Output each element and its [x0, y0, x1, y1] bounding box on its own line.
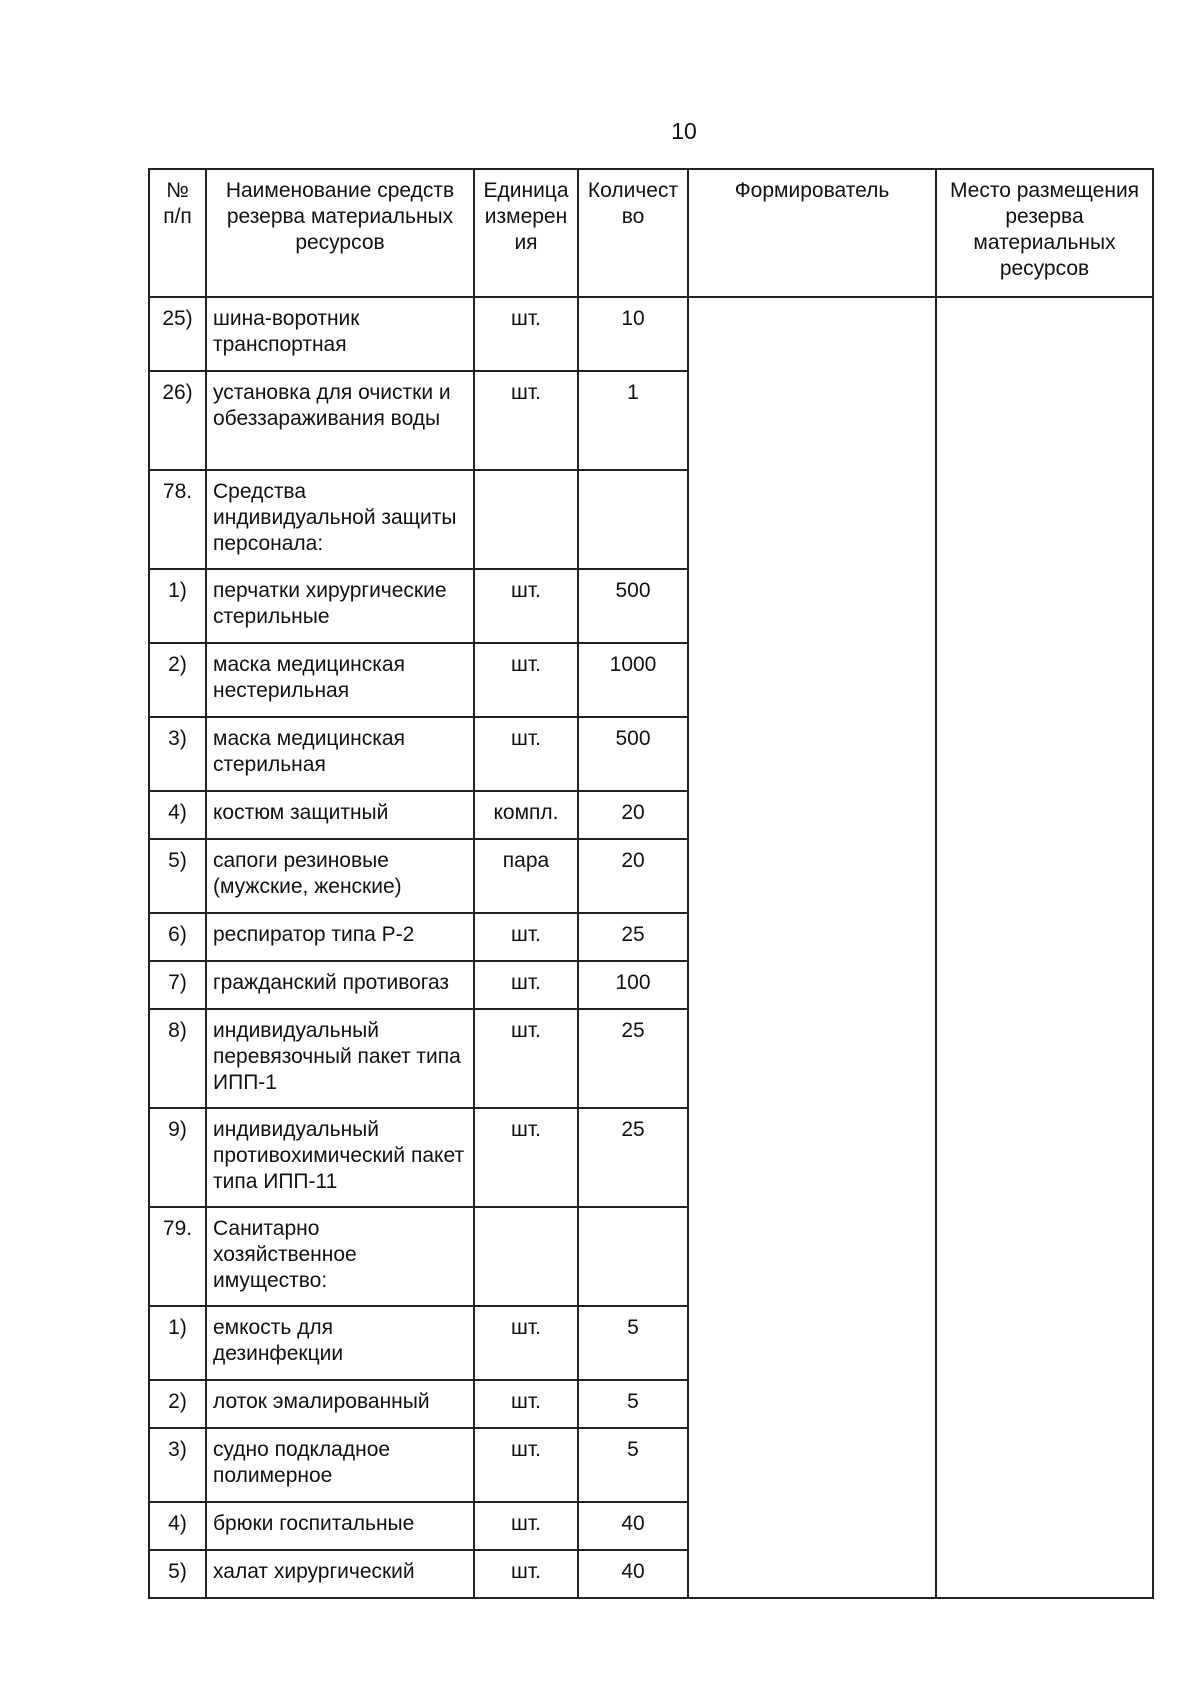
row-number: 25)	[149, 297, 206, 371]
row-number: 5)	[149, 1550, 206, 1598]
row-number: 6)	[149, 913, 206, 961]
row-quantity: 1	[578, 371, 688, 470]
row-name: костюм защитный	[206, 791, 474, 839]
row-quantity: 500	[578, 569, 688, 643]
row-name: брюки госпитальные	[206, 1502, 474, 1550]
row-quantity	[578, 470, 688, 569]
row-name: емкость для дезинфекции	[206, 1306, 474, 1380]
row-quantity: 100	[578, 961, 688, 1009]
row-number: 8)	[149, 1009, 206, 1108]
row-name: Средства индивидуальной защиты персонала:	[206, 470, 474, 569]
row-unit: шт.	[474, 643, 578, 717]
row-quantity: 25	[578, 1108, 688, 1207]
row-number: 3)	[149, 717, 206, 791]
row-quantity: 25	[578, 913, 688, 961]
row-quantity: 40	[578, 1550, 688, 1598]
row-number: 2)	[149, 643, 206, 717]
header-name: Наименование средств резерва материальных ресурсов	[206, 169, 474, 297]
row-unit: шт.	[474, 717, 578, 791]
row-quantity: 20	[578, 839, 688, 913]
row-name: индивидуальный перевязочный пакет типа ИПП-1	[206, 1009, 474, 1108]
row-unit: шт.	[474, 1502, 578, 1550]
row-quantity: 5	[578, 1428, 688, 1502]
place-cell	[936, 297, 1153, 1598]
row-quantity: 40	[578, 1502, 688, 1550]
row-unit: шт.	[474, 961, 578, 1009]
row-unit	[474, 470, 578, 569]
row-unit: шт.	[474, 1108, 578, 1207]
row-unit: пара	[474, 839, 578, 913]
row-unit	[474, 1207, 578, 1306]
row-name: респиратор типа Р-2	[206, 913, 474, 961]
row-unit: шт.	[474, 569, 578, 643]
row-name: сапоги резиновые (мужские, женские)	[206, 839, 474, 913]
row-name: судно подкладное полимерное	[206, 1428, 474, 1502]
header-qty: Количест во	[578, 169, 688, 297]
row-number: 26)	[149, 371, 206, 470]
row-name: маска медицинская нестерильная	[206, 643, 474, 717]
row-name: шина-воротник транспортная	[206, 297, 474, 371]
row-number: 3)	[149, 1428, 206, 1502]
header-num: № п/п	[149, 169, 206, 297]
row-quantity	[578, 1207, 688, 1306]
row-quantity: 500	[578, 717, 688, 791]
header-place: Место размещения резерва материальных ресурсов	[936, 169, 1153, 297]
reserve-table	[148, 168, 1154, 1599]
row-quantity: 1000	[578, 643, 688, 717]
row-name: лоток эмалированный	[206, 1380, 474, 1428]
row-name: установка для очистки и обеззараживания воды	[206, 371, 474, 470]
row-unit: шт.	[474, 1306, 578, 1380]
row-number: 9)	[149, 1108, 206, 1207]
row-number: 1)	[149, 1306, 206, 1380]
former-cell	[688, 297, 936, 1598]
row-quantity: 25	[578, 1009, 688, 1108]
row-name: индивидуальный противохимический пакет типа ИПП-11	[206, 1108, 474, 1207]
table-header-row	[149, 169, 1153, 297]
row-unit: шт.	[474, 371, 578, 470]
row-unit: шт.	[474, 1550, 578, 1598]
table-row	[149, 297, 1153, 371]
row-number: 7)	[149, 961, 206, 1009]
header-former: Формирователь	[688, 169, 936, 297]
row-number: 2)	[149, 1380, 206, 1428]
row-quantity: 5	[578, 1306, 688, 1380]
row-name: маска медицинская стерильная	[206, 717, 474, 791]
row-number: 4)	[149, 1502, 206, 1550]
row-unit: шт.	[474, 1380, 578, 1428]
row-name: халат хирургический	[206, 1550, 474, 1598]
row-name: Санитарно хозяйственное имущество:	[206, 1207, 474, 1306]
row-unit: компл.	[474, 791, 578, 839]
page-number: 10	[671, 118, 697, 144]
row-quantity: 20	[578, 791, 688, 839]
row-unit: шт.	[474, 1428, 578, 1502]
row-quantity: 10	[578, 297, 688, 371]
row-number: 79.	[149, 1207, 206, 1306]
row-number: 4)	[149, 791, 206, 839]
row-number: 78.	[149, 470, 206, 569]
row-number: 1)	[149, 569, 206, 643]
row-unit: шт.	[474, 913, 578, 961]
row-name: гражданский противогаз	[206, 961, 474, 1009]
header-unit: Единица измерен ия	[474, 169, 578, 297]
row-unit: шт.	[474, 1009, 578, 1108]
row-unit: шт.	[474, 297, 578, 371]
row-name: перчатки хирургические стерильные	[206, 569, 474, 643]
row-quantity: 5	[578, 1380, 688, 1428]
row-number: 5)	[149, 839, 206, 913]
